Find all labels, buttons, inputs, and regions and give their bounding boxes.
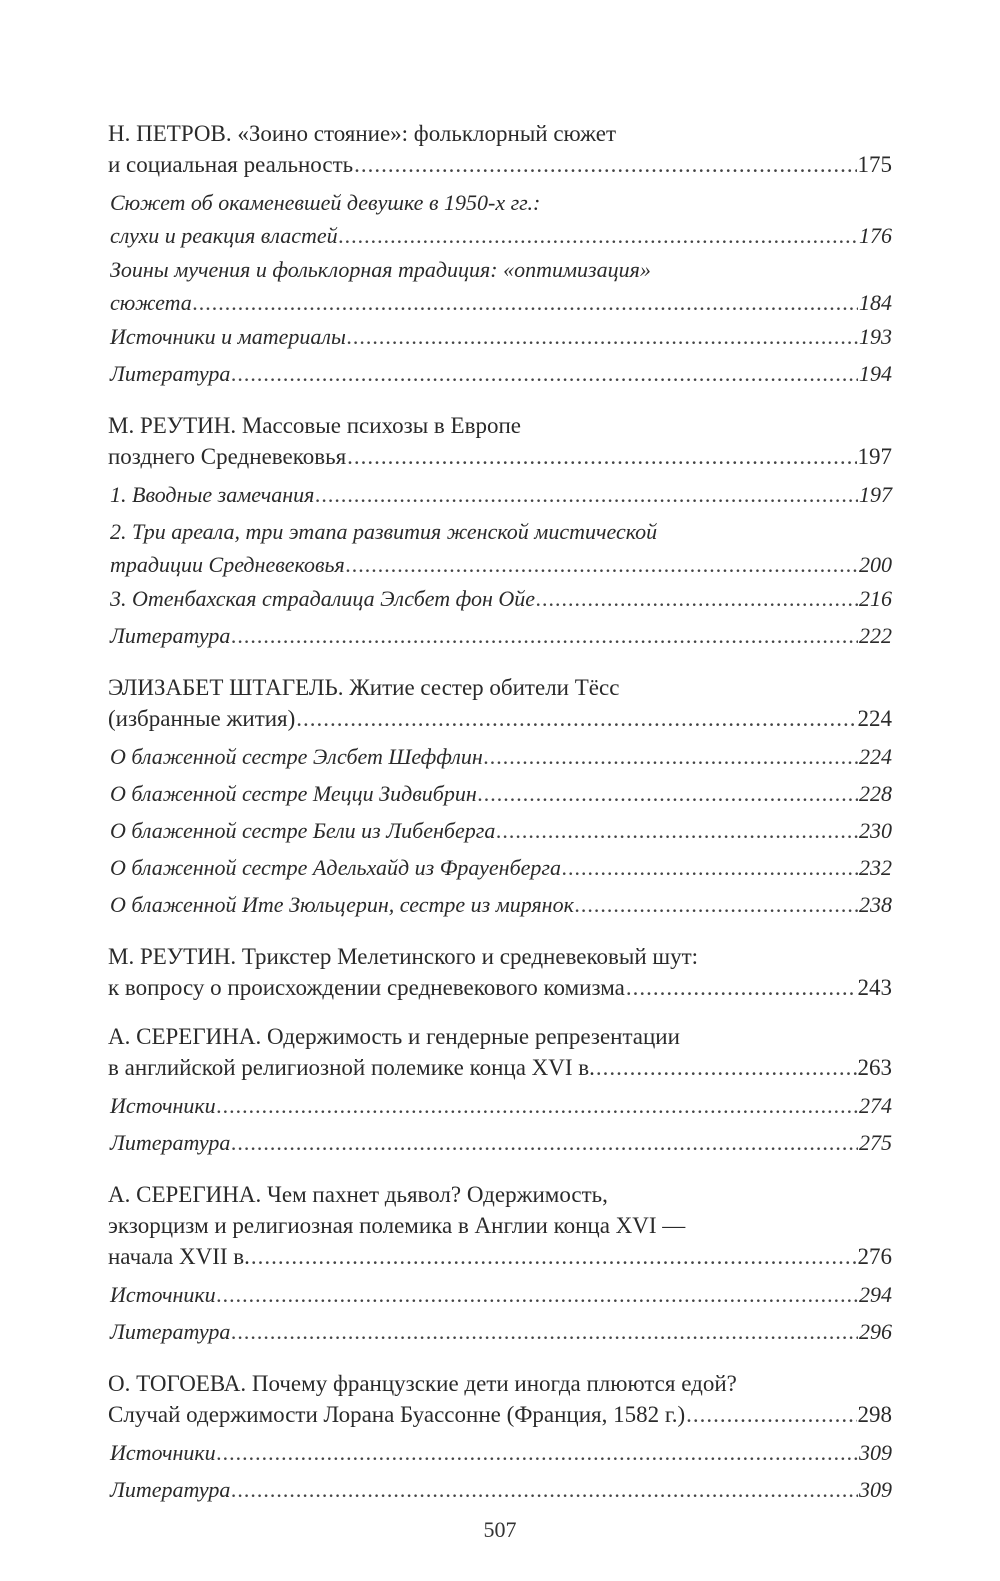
toc-line-text: 3. Отенбахская страдалица Элсбет фон Ойе <box>110 586 536 611</box>
toc-line <box>110 184 892 221</box>
page-number: 507 <box>483 1517 517 1542</box>
dot-leader <box>231 1313 858 1350</box>
toc-line-text: Литература <box>110 361 231 386</box>
toc-line <box>108 972 892 1003</box>
page-ref: 216 <box>859 586 892 611</box>
dot-leader <box>231 617 858 654</box>
toc-line <box>110 318 892 355</box>
dot-leader <box>596 1052 857 1083</box>
toc-line-text: О блаженной Ите Зюльцерин, сестре из мирянок <box>110 892 574 917</box>
toc-line-text: позднего Средневековья <box>108 444 347 469</box>
dot-leader <box>354 149 856 180</box>
page-ref: 298 <box>857 1402 892 1427</box>
toc-subentry <box>110 1276 892 1313</box>
toc-line-text: Сюжет об окаменевшей девушке в 1950-х гг.: <box>110 190 541 215</box>
page-ref: 243 <box>857 975 892 1000</box>
toc-line <box>110 738 892 775</box>
toc-line-text: Источники <box>110 1282 216 1307</box>
toc-line-text: Литература <box>110 1319 231 1344</box>
page-ref: 194 <box>859 361 892 386</box>
dot-leader <box>339 221 858 251</box>
toc-line <box>110 1124 892 1161</box>
dot-leader <box>296 703 856 734</box>
toc-line <box>110 221 892 251</box>
toc-subentry <box>110 476 892 513</box>
toc-subsections <box>108 738 892 923</box>
toc-entry <box>108 1021 892 1161</box>
page-ref: 276 <box>857 1244 892 1269</box>
dot-leader <box>217 1434 858 1471</box>
toc-subsections <box>108 1087 892 1161</box>
page-ref: 232 <box>859 855 892 880</box>
toc-line <box>108 149 892 180</box>
toc-line <box>108 1241 892 1272</box>
toc-subsections <box>108 476 892 654</box>
toc-line <box>110 1313 892 1350</box>
toc-subentry <box>110 184 892 251</box>
dot-leader <box>346 550 858 580</box>
toc-line-text: О блаженной сестре Бели из Либенберга <box>110 818 496 843</box>
toc-line-text: Литература <box>110 1477 231 1502</box>
toc-entry-title <box>108 1021 892 1083</box>
toc-line <box>108 1210 892 1241</box>
toc-subentry <box>110 886 892 923</box>
toc-line <box>108 118 892 149</box>
table-of-contents <box>108 118 892 1526</box>
toc-line-text: к вопросу о происхождении средневекового комизма <box>108 975 625 1000</box>
dot-leader <box>231 355 858 392</box>
dot-leader <box>193 288 858 318</box>
dot-leader <box>217 1087 858 1124</box>
page-ref: 200 <box>859 552 892 577</box>
toc-line <box>108 441 892 472</box>
toc-line <box>108 941 892 972</box>
toc-line-text: Зоины мучения и фольклорная традиция: «оптимизация» <box>110 257 651 282</box>
toc-entry <box>108 941 892 1003</box>
toc-line <box>108 703 892 734</box>
toc-line-text: О блаженной сестре Элсбет Шеффлин <box>110 744 483 769</box>
toc-entry <box>108 1368 892 1508</box>
toc-line-text: Литература <box>110 1130 231 1155</box>
toc-subentry <box>110 1471 892 1508</box>
toc-line <box>110 476 892 513</box>
toc-line <box>110 1276 892 1313</box>
toc-line-text: О блаженной сестре Адельхайд из Фрауенберга <box>110 855 561 880</box>
toc-subentry <box>110 1434 892 1471</box>
toc-line <box>110 1471 892 1508</box>
toc-line <box>110 550 892 580</box>
toc-subentry <box>110 1124 892 1161</box>
toc-entry-title <box>108 672 892 734</box>
page-ref: 184 <box>859 290 892 315</box>
dot-leader <box>575 886 858 923</box>
toc-subentry <box>110 513 892 580</box>
toc-line <box>110 775 892 812</box>
toc-line <box>110 1434 892 1471</box>
page-ref: 274 <box>859 1093 892 1118</box>
toc-subentry <box>110 1087 892 1124</box>
dot-leader <box>496 812 858 849</box>
toc-line-text: (избранные жития) <box>108 706 296 731</box>
dot-leader <box>231 1124 858 1161</box>
page-ref: 294 <box>859 1282 892 1307</box>
dot-leader <box>315 476 858 513</box>
toc-line-text: Источники <box>110 1093 216 1118</box>
toc-line-text: А. СЕРЕГИНА. Одержимость и гендерные репрезентации <box>108 1024 680 1049</box>
toc-line <box>110 812 892 849</box>
toc-subentry <box>110 617 892 654</box>
toc-line <box>110 513 892 550</box>
toc-entry <box>108 118 892 392</box>
toc-line <box>108 1399 892 1430</box>
toc-entry-title <box>108 1368 892 1430</box>
toc-line <box>110 580 892 617</box>
toc-line-text: экзорцизм и религиозная полемика в Англии конца XVI — <box>108 1213 686 1238</box>
page-ref: 175 <box>857 152 892 177</box>
toc-line <box>110 849 892 886</box>
toc-line-text: начала XVII в. <box>108 1244 250 1269</box>
toc-subsections <box>108 1434 892 1508</box>
toc-entry-title <box>108 1179 892 1272</box>
toc-line-text: О блаженной сестре Мецци Зидвибрин <box>110 781 477 806</box>
toc-entry <box>108 410 892 654</box>
toc-subentry <box>110 355 892 392</box>
toc-subentry <box>110 775 892 812</box>
toc-line <box>110 617 892 654</box>
toc-line <box>110 251 892 288</box>
dot-leader <box>231 1471 858 1508</box>
toc-entry <box>108 1179 892 1350</box>
toc-subentry <box>110 849 892 886</box>
page-ref: 296 <box>859 1319 892 1344</box>
toc-line-text: Источники <box>110 1440 216 1465</box>
page-ref: 228 <box>859 781 892 806</box>
page-ref: 176 <box>859 223 892 248</box>
toc-subentry <box>110 318 892 355</box>
page-ref: 222 <box>859 623 892 648</box>
page-ref: 263 <box>857 1055 892 1080</box>
toc-subentry <box>110 812 892 849</box>
dot-leader <box>217 1276 858 1313</box>
toc-line-text: ЭЛИЗАБЕТ ШТАГЕЛЬ. Житие сестер обители Тёсс <box>108 675 620 700</box>
toc-line <box>108 672 892 703</box>
dot-leader <box>484 738 858 775</box>
toc-line <box>110 355 892 392</box>
page-ref: 275 <box>859 1130 892 1155</box>
toc-line-text: Литература <box>110 623 231 648</box>
toc-line <box>108 1179 892 1210</box>
dot-leader <box>251 1241 857 1272</box>
page-ref: 224 <box>857 706 892 731</box>
toc-line-text: Источники и материалы <box>110 324 346 349</box>
toc-line-text: Н. ПЕТРОВ. «Зоино стояние»: фольклорный сюжет <box>108 121 616 146</box>
toc-subentry <box>110 580 892 617</box>
toc-line <box>108 1021 892 1052</box>
toc-line-text: и социальная реальность <box>108 152 354 177</box>
toc-entry-title <box>108 118 892 180</box>
toc-entry <box>108 672 892 923</box>
toc-line-text: сюжета <box>110 290 192 315</box>
toc-line-text: традиции Средневековья <box>110 552 345 577</box>
page-ref: 309 <box>859 1477 892 1502</box>
page-ref: 197 <box>859 482 892 507</box>
toc-line <box>108 1052 892 1083</box>
dot-leader <box>562 849 858 886</box>
page-ref: 224 <box>859 744 892 769</box>
toc-entry-title <box>108 410 892 472</box>
toc-line-text: Случай одержимости Лорана Буассонне (Франция, 1582 г.) <box>108 1402 686 1427</box>
toc-subentry <box>110 1313 892 1350</box>
toc-line <box>110 886 892 923</box>
page-ref: 230 <box>859 818 892 843</box>
toc-line-text: 2. Три ареала, три этапа развития женской мистической <box>110 519 658 544</box>
toc-line-text: слухи и реакция властей <box>110 223 338 248</box>
toc-line-text: М. РЕУТИН. Массовые психозы в Европе <box>108 413 521 438</box>
toc-line-text: М. РЕУТИН. Трикстер Мелетинского и средневековый шут: <box>108 944 699 969</box>
toc-subsections <box>108 1276 892 1350</box>
toc-line <box>110 1087 892 1124</box>
toc-entry-title <box>108 941 892 1003</box>
dot-leader <box>536 580 858 617</box>
page-ref: 197 <box>857 444 892 469</box>
toc-line-text: О. ТОГОЕВА. Почему французские дети иногда плюются едой? <box>108 1371 737 1396</box>
toc-line <box>108 1368 892 1399</box>
toc-line-text: 1. Вводные замечания <box>110 482 315 507</box>
page-ref: 238 <box>859 892 892 917</box>
toc-line-text: А. СЕРЕГИНА. Чем пахнет дьявол? Одержимость, <box>108 1182 608 1207</box>
dot-leader <box>686 1399 856 1430</box>
toc-subentry <box>110 251 892 318</box>
toc-subentry <box>110 738 892 775</box>
toc-line <box>110 288 892 318</box>
dot-leader <box>626 972 857 1003</box>
toc-subsections <box>108 184 892 392</box>
toc-line-text: в английской религиозной полемике конца XVI в. <box>108 1055 595 1080</box>
dot-leader <box>347 318 858 355</box>
page-ref: 193 <box>859 324 892 349</box>
dot-leader <box>478 775 858 812</box>
dot-leader <box>347 441 856 472</box>
toc-line <box>108 410 892 441</box>
page-ref: 309 <box>859 1440 892 1465</box>
